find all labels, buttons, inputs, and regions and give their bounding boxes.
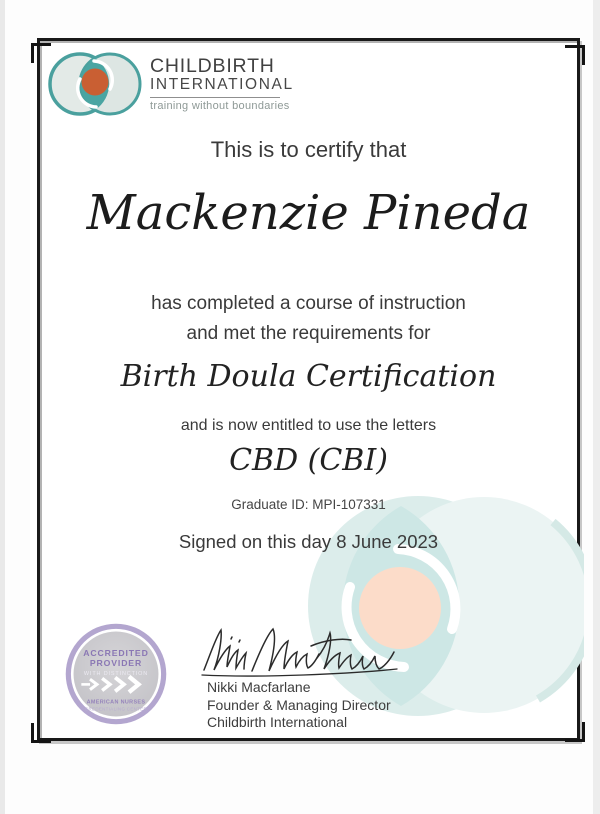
brand-tagline: training without boundaries [150,99,290,112]
brand-divider [150,97,280,98]
signature-script-icon [200,625,400,677]
completion-line2: and met the requirements for [186,323,431,345]
signed-date-line: Signed on this day 8 June 2023 [178,531,439,552]
badge-line4: AMERICAN NURSES [86,699,146,706]
brand-logo-icon [46,48,154,122]
frame-corner-bottom-left [31,723,51,743]
page-edge-right [593,0,600,814]
accredited-provider-badge [64,622,168,726]
completion-line1: has completed a course of instruction [151,293,466,314]
signatory-org: Childbirth International [207,714,348,730]
course-title: Birth Doula Certification [120,359,497,394]
credential-letters: CBD (CBI) [229,443,388,478]
recipient-name: Mackenzie Pineda [86,185,531,241]
brand-name-line1: CHILDBIRTH [150,55,275,77]
certify-intro-text: This is to certify that [210,137,407,162]
signature-block [200,625,400,732]
completion-text [40,289,577,350]
brand-logo [46,48,294,122]
page-edge-left [0,0,5,814]
signatory-title: Founder & Managing Director [207,696,391,713]
badge-line3: WITH DISTINCTION [83,670,149,677]
frame-corner-top-right [565,45,585,65]
brand-text [150,56,294,112]
certificate [37,38,580,741]
signatory-name: Nikki Macfarlane [207,679,311,695]
badge-line5: CREDENTIALING CENTER [84,706,148,712]
signatory-details [207,679,400,732]
graduate-id: Graduate ID: MPI-107331 [231,497,386,512]
badge-line1: ACCREDITED [83,647,149,658]
letters-intro-text: and is now entitled to use the letters [180,417,437,434]
badge-line2: PROVIDER [89,658,143,669]
brand-name-line2: INTERNATIONAL [150,76,294,94]
